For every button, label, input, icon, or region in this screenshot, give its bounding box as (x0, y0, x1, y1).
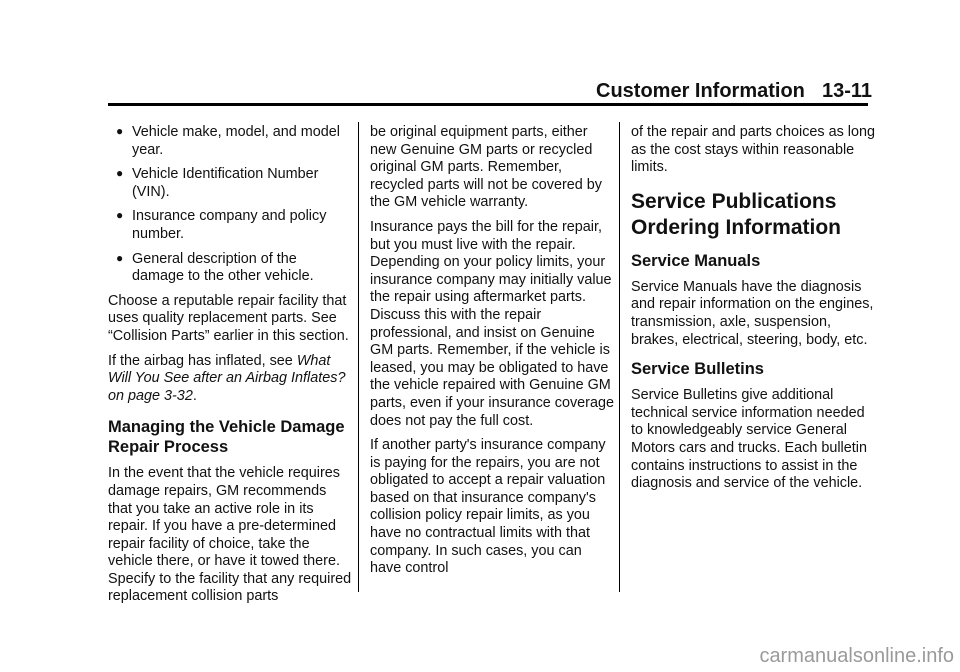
subsection-heading-manuals: Service Manuals (631, 251, 761, 270)
paragraph: Choose a reputable repair facility that uses quality replacement parts. See “Collision Parts” earlier in this section. (108, 292, 349, 344)
bullet-icon: ● (116, 124, 124, 138)
column-divider-2 (619, 122, 620, 592)
bullet-icon: ● (116, 208, 124, 223)
paragraph: be original equipment parts, either new Genuine GM parts or recycled original GM parts. Remember, recycled parts will not be covered by the GM vehicle warranty. (370, 124, 602, 211)
header-rule (108, 103, 868, 106)
watermark: carmanualsonline.info (759, 645, 954, 667)
bullet-item: ● Vehicle make, model, and model year. (116, 124, 340, 158)
subsection-heading-bulletins: Service Bulletins (631, 360, 764, 379)
column-2 (370, 124, 614, 585)
paragraph: Insurance pays the bill for the repair, but you must live with the repair. Depending on your policy limits, your insurance company may initially value the repair using aftermarket parts. Discuss this with the repair professional, and insist on Genuine GM parts. Remember, if the vehicle is leased, you may be obligated to have the vehicle repaired with Genuine GM parts, even if your insurance coverage does not pay the full cost. (370, 218, 614, 429)
column-3 (631, 124, 875, 500)
section-title: Customer Information (596, 80, 805, 102)
bullet-item: ● Vehicle Identification Number (VIN). (116, 166, 319, 200)
bullet-icon: ● (116, 166, 124, 181)
page-number: 13-11 (822, 80, 873, 102)
bullet-icon: ● (116, 250, 124, 265)
column-divider-1 (358, 122, 359, 592)
subsection-heading: Managing the Vehicle Damage Repair Process (108, 418, 345, 457)
paragraph: Service Manuals have the diagnosis and repair information on the engines, transmission, axle, suspension, brakes, electrical, steering, body, etc. (631, 278, 874, 348)
paragraph: In the event that the vehicle requires damage repairs, GM recommends that you take an active role in its repair. If you have a pre-determined repair facility of choice, take the vehicle there, or have it towed there. Specify to the facility that any required replacement collision parts (108, 465, 352, 605)
paragraph: If another party's insurance company is paying for the repairs, you are not obligated to accept a repair valuation based on that insurance company's collision policy repair limits, as you have no contractual limits with that company. In such cases, you can have control (370, 437, 606, 577)
bullet-item: ● Insurance company and policy number. (116, 208, 327, 242)
paragraph: Service Bulletins give additional technical service information needed to knowledgeably service General Motors cars and trucks. Each bulletin contains instructions to assist in the diagnosis and service of the vehicle. (631, 387, 867, 492)
paragraph-airbag-reference: If the airbag has inflated, see What Will You See after an Airbag Inflates? on page 3-32. (108, 352, 346, 404)
bullet-item: ● General description of the damage to the other vehicle. (116, 250, 314, 285)
paragraph: of the repair and parts choices as long as the cost stays within reasonable limits. (631, 124, 875, 176)
cross-reference-link[interactable]: What Will You See after an Airbag Inflates? on page 3-32 (108, 352, 346, 404)
section-heading: Service Publications Ordering Information (631, 189, 841, 239)
column-1 (108, 124, 352, 613)
